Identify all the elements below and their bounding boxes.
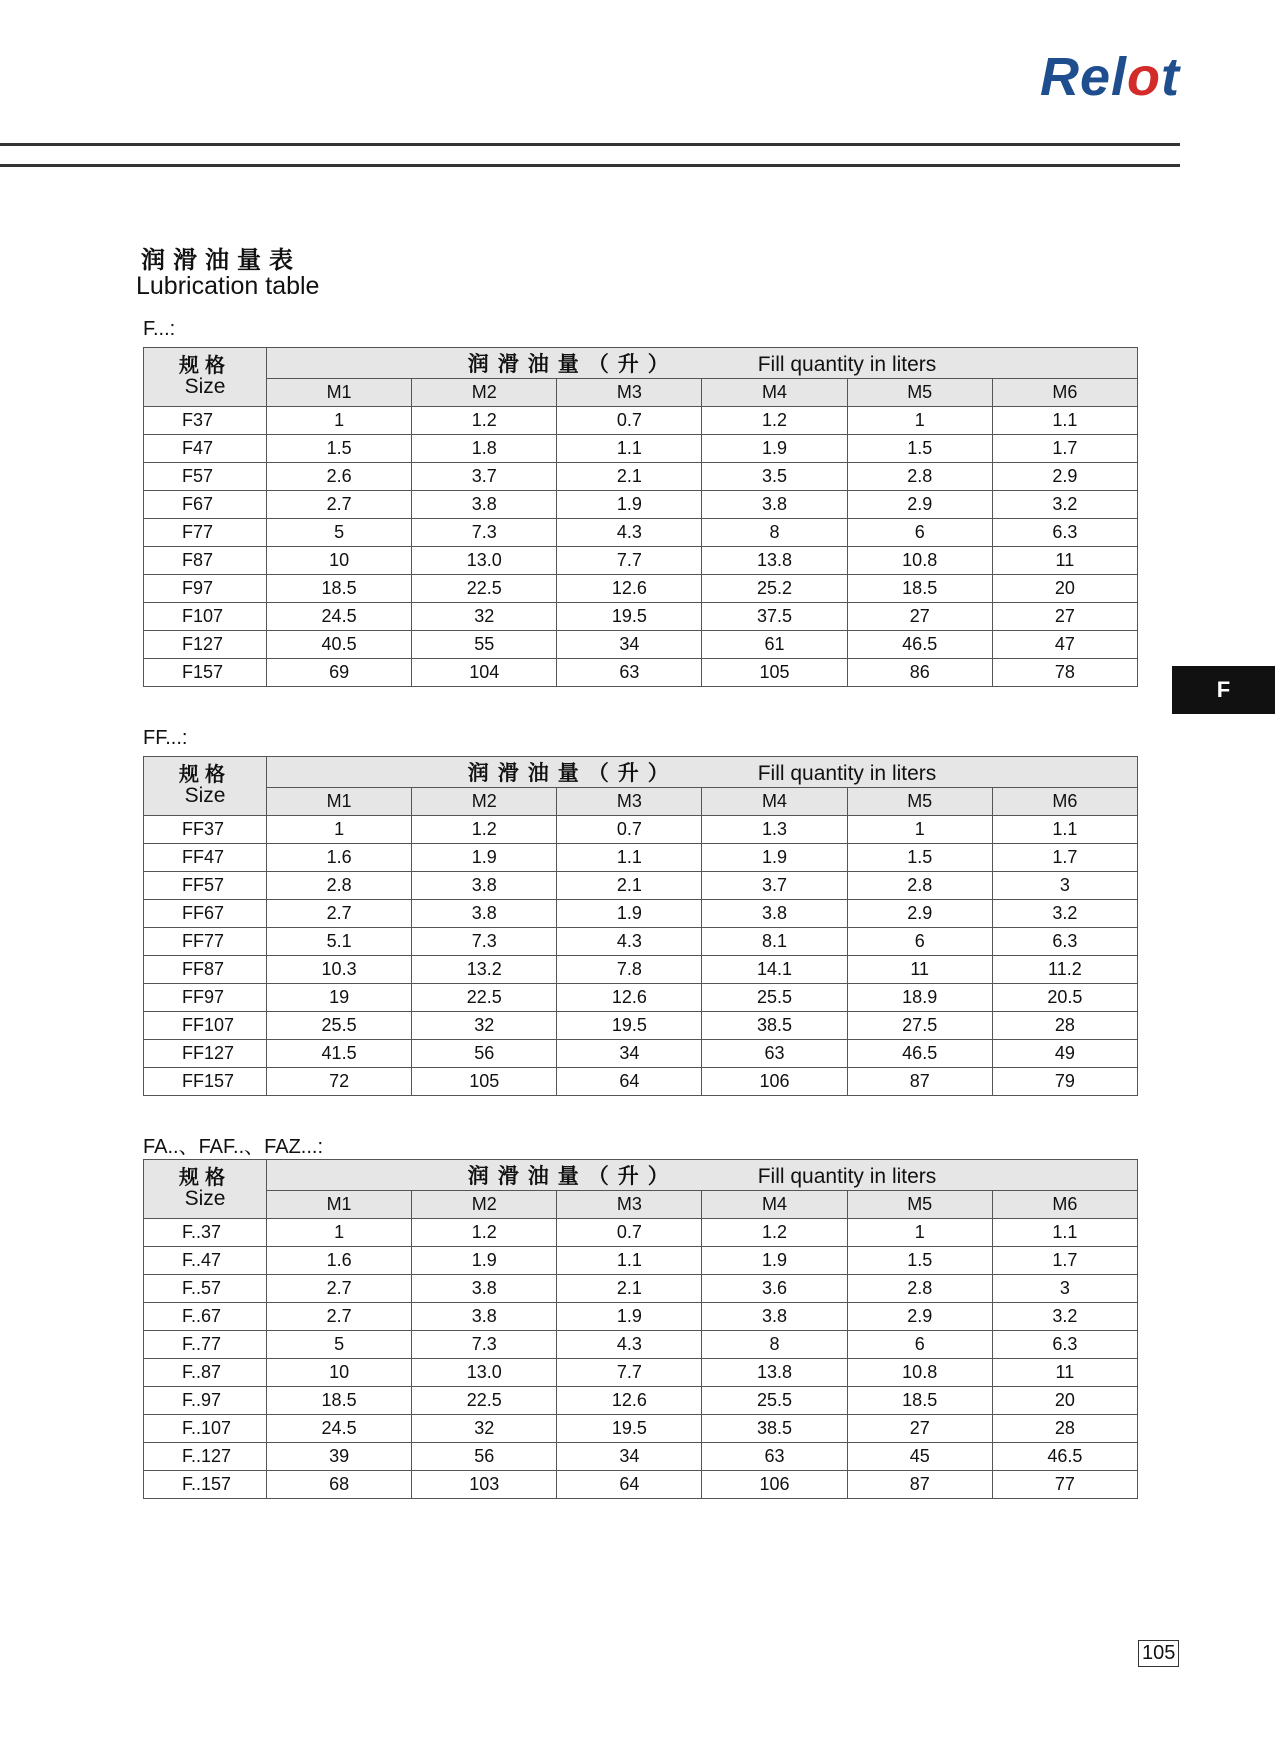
value-cell: 24.5: [267, 603, 412, 631]
value-cell: 24.5: [267, 1415, 412, 1443]
value-cell: 13.8: [702, 1359, 847, 1387]
size-cell: FF77: [144, 928, 267, 956]
value-cell: 3.8: [702, 491, 847, 519]
column-header-m4: M4: [702, 1191, 847, 1219]
table-row: [144, 463, 1138, 491]
value-cell: 3.8: [412, 1303, 557, 1331]
value-cell: 1.9: [412, 1247, 557, 1275]
value-cell: 55: [412, 631, 557, 659]
value-cell: 8: [702, 519, 847, 547]
size-cell: FF127: [144, 1040, 267, 1068]
table-row: [144, 1040, 1138, 1068]
value-cell: 8.1: [702, 928, 847, 956]
header-rule-bottom: [0, 164, 1180, 167]
value-cell: 1.2: [702, 1219, 847, 1247]
value-cell: 38.5: [702, 1012, 847, 1040]
value-cell: 3.2: [992, 491, 1137, 519]
value-cell: 27: [992, 603, 1137, 631]
value-cell: 7.3: [412, 928, 557, 956]
size-header-cn: 规格: [179, 1165, 231, 1190]
value-cell: 49: [992, 1040, 1137, 1068]
value-cell: 28: [992, 1012, 1137, 1040]
value-cell: 3.8: [412, 900, 557, 928]
value-cell: 3.8: [702, 1303, 847, 1331]
column-header-m2: M2: [412, 1191, 557, 1219]
value-cell: 2.7: [267, 1275, 412, 1303]
value-cell: 3.7: [412, 463, 557, 491]
value-cell: 2.8: [847, 872, 992, 900]
size-header-en: Size: [184, 375, 226, 399]
value-cell: 3.8: [702, 900, 847, 928]
value-cell: 0.7: [557, 816, 702, 844]
column-header-m6: M6: [992, 788, 1137, 816]
value-cell: 11: [847, 956, 992, 984]
size-header-en: Size: [184, 784, 226, 808]
value-cell: 5: [267, 1331, 412, 1359]
value-cell: 86: [847, 659, 992, 687]
size-cell: FF67: [144, 900, 267, 928]
lubrication-table: [143, 347, 1138, 687]
table-row: [144, 928, 1138, 956]
value-cell: 79: [992, 1068, 1137, 1096]
value-cell: 8: [702, 1331, 847, 1359]
table-row: [144, 631, 1138, 659]
value-cell: 3.5: [702, 463, 847, 491]
value-cell: 2.1: [557, 1275, 702, 1303]
size-cell: F..57: [144, 1275, 267, 1303]
size-cell: F..87: [144, 1359, 267, 1387]
value-cell: 87: [847, 1471, 992, 1499]
value-cell: 1.7: [992, 435, 1137, 463]
fill-quantity-header: [267, 1160, 1138, 1191]
value-cell: 6.3: [992, 519, 1137, 547]
value-cell: 34: [557, 631, 702, 659]
value-cell: 87: [847, 1068, 992, 1096]
value-cell: 105: [702, 659, 847, 687]
column-header-m4: M4: [702, 788, 847, 816]
value-cell: 3.2: [992, 1303, 1137, 1331]
value-cell: 2.9: [847, 1303, 992, 1331]
size-cell: F97: [144, 575, 267, 603]
table-label: FA..、FAF..、FAZ...:: [143, 1136, 324, 1158]
value-cell: 1.2: [412, 816, 557, 844]
value-cell: 2.7: [267, 1303, 412, 1331]
table-row: [144, 547, 1138, 575]
value-cell: 1: [267, 1219, 412, 1247]
table-row: [144, 575, 1138, 603]
value-cell: 1.9: [412, 844, 557, 872]
value-cell: 12.6: [557, 575, 702, 603]
table-row: [144, 603, 1138, 631]
brand-logo: Relot: [1040, 47, 1181, 107]
value-cell: 4.3: [557, 1331, 702, 1359]
value-cell: 38.5: [702, 1415, 847, 1443]
value-cell: 19.5: [557, 1415, 702, 1443]
value-cell: 10: [267, 547, 412, 575]
value-cell: 77: [992, 1471, 1137, 1499]
value-cell: 1.9: [557, 1303, 702, 1331]
value-cell: 45: [847, 1443, 992, 1471]
value-cell: 47: [992, 631, 1137, 659]
value-cell: 1.5: [847, 844, 992, 872]
value-cell: 64: [557, 1068, 702, 1096]
size-cell: F47: [144, 435, 267, 463]
value-cell: 34: [557, 1443, 702, 1471]
value-cell: 6.3: [992, 1331, 1137, 1359]
value-cell: 5.1: [267, 928, 412, 956]
value-cell: 1: [847, 1219, 992, 1247]
value-cell: 1.1: [557, 1247, 702, 1275]
value-cell: 1.6: [267, 1247, 412, 1275]
size-cell: F157: [144, 659, 267, 687]
value-cell: 18.5: [847, 575, 992, 603]
value-cell: 12.6: [557, 984, 702, 1012]
table-row: [144, 956, 1138, 984]
value-cell: 1.7: [992, 844, 1137, 872]
table-row: [144, 1275, 1138, 1303]
lubrication-table: [143, 756, 1138, 1096]
value-cell: 22.5: [412, 575, 557, 603]
table-row: [144, 1247, 1138, 1275]
value-cell: 19.5: [557, 603, 702, 631]
value-cell: 2.6: [267, 463, 412, 491]
column-header-m5: M5: [847, 1191, 992, 1219]
table-row: [144, 519, 1138, 547]
value-cell: 34: [557, 1040, 702, 1068]
table-row: [144, 491, 1138, 519]
column-header-m3: M3: [557, 1191, 702, 1219]
column-header-m3: M3: [557, 379, 702, 407]
value-cell: 64: [557, 1471, 702, 1499]
value-cell: 22.5: [412, 1387, 557, 1415]
value-cell: 27: [847, 603, 992, 631]
fill-quantity-header: [267, 757, 1138, 788]
value-cell: 1.3: [702, 816, 847, 844]
page-title-cn: 润滑油量表: [141, 246, 301, 274]
value-cell: 46.5: [847, 631, 992, 659]
size-cell: F..47: [144, 1247, 267, 1275]
size-cell: FF107: [144, 1012, 267, 1040]
table-row: [144, 1219, 1138, 1247]
page-number: 105: [1138, 1640, 1179, 1667]
section-tab: F: [1172, 666, 1275, 714]
value-cell: 2.9: [992, 463, 1137, 491]
value-cell: 7.7: [557, 547, 702, 575]
value-cell: 10.8: [847, 1359, 992, 1387]
value-cell: 3: [992, 872, 1137, 900]
fill-quantity-header-cn: 润滑油量（升）: [467, 761, 678, 785]
fill-quantity-header-en: Fill quantity in liters: [757, 1165, 937, 1188]
value-cell: 3.8: [412, 1275, 557, 1303]
table-row: [144, 435, 1138, 463]
value-cell: 1: [847, 816, 992, 844]
value-cell: 10.8: [847, 547, 992, 575]
fill-quantity-header-en: Fill quantity in liters: [757, 762, 937, 785]
value-cell: 2.8: [847, 463, 992, 491]
value-cell: 20: [992, 575, 1137, 603]
size-cell: F..107: [144, 1415, 267, 1443]
value-cell: 0.7: [557, 1219, 702, 1247]
value-cell: 78: [992, 659, 1137, 687]
value-cell: 12.6: [557, 1387, 702, 1415]
size-cell: F..37: [144, 1219, 267, 1247]
value-cell: 18.9: [847, 984, 992, 1012]
value-cell: 10: [267, 1359, 412, 1387]
value-cell: 6: [847, 519, 992, 547]
value-cell: 13.8: [702, 547, 847, 575]
table-row: [144, 1359, 1138, 1387]
table-row: [144, 984, 1138, 1012]
size-header-cn: 规格: [179, 762, 231, 787]
value-cell: 105: [412, 1068, 557, 1096]
fill-quantity-header-cn: 润滑油量（升）: [467, 352, 678, 376]
value-cell: 6.3: [992, 928, 1137, 956]
value-cell: 13.0: [412, 1359, 557, 1387]
value-cell: 1.9: [702, 435, 847, 463]
value-cell: 27.5: [847, 1012, 992, 1040]
value-cell: 1: [847, 407, 992, 435]
value-cell: 27: [847, 1415, 992, 1443]
value-cell: 106: [702, 1068, 847, 1096]
value-cell: 1.1: [992, 816, 1137, 844]
value-cell: 20: [992, 1387, 1137, 1415]
value-cell: 3.7: [702, 872, 847, 900]
size-cell: F77: [144, 519, 267, 547]
value-cell: 1.1: [992, 407, 1137, 435]
value-cell: 1.5: [267, 435, 412, 463]
value-cell: 32: [412, 603, 557, 631]
value-cell: 4.3: [557, 519, 702, 547]
table-row: [144, 407, 1138, 435]
column-header-m1: M1: [267, 1191, 412, 1219]
size-cell: F..77: [144, 1331, 267, 1359]
value-cell: 28: [992, 1415, 1137, 1443]
value-cell: 2.7: [267, 900, 412, 928]
value-cell: 69: [267, 659, 412, 687]
value-cell: 1.6: [267, 844, 412, 872]
page-title-en: Lubrication table: [136, 272, 320, 300]
size-cell: FF157: [144, 1068, 267, 1096]
table-row: [144, 659, 1138, 687]
fill-quantity-header: [267, 348, 1138, 379]
value-cell: 103: [412, 1471, 557, 1499]
size-cell: F..157: [144, 1471, 267, 1499]
value-cell: 11: [992, 1359, 1137, 1387]
size-cell: F..127: [144, 1443, 267, 1471]
value-cell: 1.2: [702, 407, 847, 435]
table-row: [144, 1415, 1138, 1443]
value-cell: 19: [267, 984, 412, 1012]
value-cell: 14.1: [702, 956, 847, 984]
value-cell: 2.7: [267, 491, 412, 519]
size-cell: F..97: [144, 1387, 267, 1415]
column-header-m2: M2: [412, 379, 557, 407]
value-cell: 0.7: [557, 407, 702, 435]
value-cell: 2.1: [557, 872, 702, 900]
size-cell: FF57: [144, 872, 267, 900]
size-cell: FF37: [144, 816, 267, 844]
size-cell: FF87: [144, 956, 267, 984]
value-cell: 2.8: [847, 1275, 992, 1303]
value-cell: 1.2: [412, 407, 557, 435]
size-header: [144, 348, 267, 407]
value-cell: 25.5: [267, 1012, 412, 1040]
column-header-m1: M1: [267, 379, 412, 407]
value-cell: 1.1: [992, 1219, 1137, 1247]
value-cell: 1.7: [992, 1247, 1137, 1275]
table-row: [144, 872, 1138, 900]
value-cell: 2.9: [847, 491, 992, 519]
table-label: F...:: [143, 318, 176, 340]
value-cell: 25.5: [702, 1387, 847, 1415]
value-cell: 3.8: [412, 872, 557, 900]
value-cell: 3: [992, 1275, 1137, 1303]
size-cell: FF47: [144, 844, 267, 872]
value-cell: 46.5: [992, 1443, 1137, 1471]
table-row: [144, 1387, 1138, 1415]
value-cell: 1.9: [557, 491, 702, 519]
value-cell: 7.3: [412, 1331, 557, 1359]
table-row: [144, 1331, 1138, 1359]
fill-quantity-header-en: Fill quantity in liters: [757, 353, 937, 376]
size-cell: F87: [144, 547, 267, 575]
value-cell: 18.5: [267, 1387, 412, 1415]
value-cell: 37.5: [702, 603, 847, 631]
table-row: [144, 844, 1138, 872]
table-label: FF...:: [143, 727, 188, 749]
size-cell: F127: [144, 631, 267, 659]
value-cell: 1.5: [847, 1247, 992, 1275]
value-cell: 1.9: [557, 900, 702, 928]
value-cell: 1.2: [412, 1219, 557, 1247]
value-cell: 1.9: [702, 1247, 847, 1275]
value-cell: 18.5: [267, 575, 412, 603]
table-row: [144, 1012, 1138, 1040]
size-cell: FF97: [144, 984, 267, 1012]
value-cell: 22.5: [412, 984, 557, 1012]
table-row: [144, 1303, 1138, 1331]
value-cell: 25.5: [702, 984, 847, 1012]
column-header-m5: M5: [847, 788, 992, 816]
value-cell: 32: [412, 1012, 557, 1040]
size-cell: F67: [144, 491, 267, 519]
column-header-m1: M1: [267, 788, 412, 816]
size-cell: F57: [144, 463, 267, 491]
value-cell: 2.8: [267, 872, 412, 900]
value-cell: 18.5: [847, 1387, 992, 1415]
column-header-m2: M2: [412, 788, 557, 816]
value-cell: 1.5: [847, 435, 992, 463]
value-cell: 5: [267, 519, 412, 547]
value-cell: 56: [412, 1040, 557, 1068]
value-cell: 6: [847, 928, 992, 956]
value-cell: 40.5: [267, 631, 412, 659]
value-cell: 7.3: [412, 519, 557, 547]
value-cell: 63: [557, 659, 702, 687]
value-cell: 32: [412, 1415, 557, 1443]
value-cell: 46.5: [847, 1040, 992, 1068]
value-cell: 7.7: [557, 1359, 702, 1387]
column-header-m6: M6: [992, 379, 1137, 407]
value-cell: 1.8: [412, 435, 557, 463]
value-cell: 61: [702, 631, 847, 659]
table-row: [144, 900, 1138, 928]
column-header-m4: M4: [702, 379, 847, 407]
value-cell: 13.2: [412, 956, 557, 984]
value-cell: 10.3: [267, 956, 412, 984]
value-cell: 72: [267, 1068, 412, 1096]
column-header-m5: M5: [847, 379, 992, 407]
size-header: [144, 757, 267, 816]
value-cell: 6: [847, 1331, 992, 1359]
value-cell: 25.2: [702, 575, 847, 603]
value-cell: 1.1: [557, 844, 702, 872]
value-cell: 19.5: [557, 1012, 702, 1040]
table-row: [144, 1471, 1138, 1499]
table-row: [144, 1443, 1138, 1471]
value-cell: 56: [412, 1443, 557, 1471]
value-cell: 13.0: [412, 547, 557, 575]
column-header-m6: M6: [992, 1191, 1137, 1219]
lubrication-table: [143, 1159, 1138, 1499]
value-cell: 2.9: [847, 900, 992, 928]
value-cell: 1: [267, 816, 412, 844]
table-row: [144, 1068, 1138, 1096]
fill-quantity-header-cn: 润滑油量（升）: [467, 1164, 678, 1188]
size-cell: F107: [144, 603, 267, 631]
value-cell: 11: [992, 547, 1137, 575]
value-cell: 2.1: [557, 463, 702, 491]
value-cell: 1.1: [557, 435, 702, 463]
column-header-m3: M3: [557, 788, 702, 816]
value-cell: 1.9: [702, 844, 847, 872]
header-rule-top: [0, 143, 1180, 146]
value-cell: 3.8: [412, 491, 557, 519]
value-cell: 104: [412, 659, 557, 687]
value-cell: 3.6: [702, 1275, 847, 1303]
size-cell: F..67: [144, 1303, 267, 1331]
value-cell: 7.8: [557, 956, 702, 984]
size-header: [144, 1160, 267, 1219]
value-cell: 68: [267, 1471, 412, 1499]
value-cell: 41.5: [267, 1040, 412, 1068]
value-cell: 63: [702, 1040, 847, 1068]
value-cell: 4.3: [557, 928, 702, 956]
value-cell: 11.2: [992, 956, 1137, 984]
value-cell: 1: [267, 407, 412, 435]
size-cell: F37: [144, 407, 267, 435]
value-cell: 106: [702, 1471, 847, 1499]
size-header-en: Size: [184, 1187, 226, 1211]
value-cell: 3.2: [992, 900, 1137, 928]
size-header-cn: 规格: [179, 353, 231, 378]
value-cell: 63: [702, 1443, 847, 1471]
table-row: [144, 816, 1138, 844]
value-cell: 20.5: [992, 984, 1137, 1012]
value-cell: 39: [267, 1443, 412, 1471]
